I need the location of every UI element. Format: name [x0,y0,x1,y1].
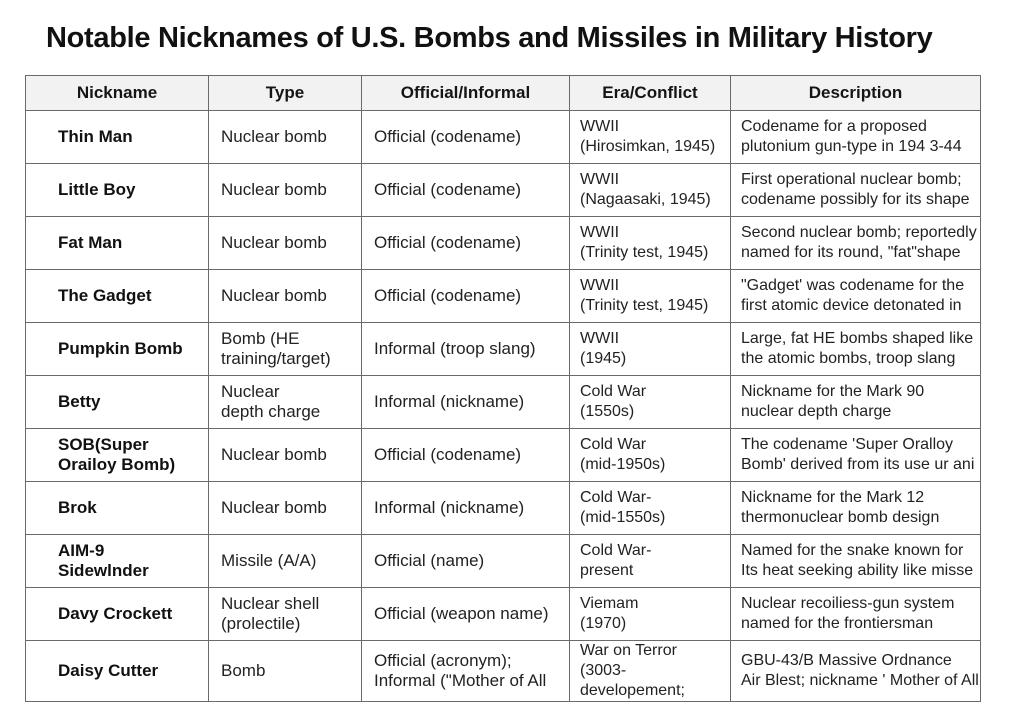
cell-era-conflict-text: Viemam (1970) [580,595,639,632]
cell-official-informal [362,164,570,217]
nicknames-table [25,75,981,702]
table-row [26,535,981,588]
cell-description [731,376,981,429]
cell-nickname [26,376,209,429]
cell-nickname-text: Betty [58,392,101,411]
column-header-official-informal: Official/Informal [362,76,570,111]
cell-nickname-text: Davy Crockett [58,604,173,623]
cell-type-text: Nuclear bomb [221,498,327,517]
cell-official-informal [362,535,570,588]
cell-type-text: Nuclear bomb [221,127,327,146]
cell-description [731,164,981,217]
cell-type [209,270,362,323]
cell-description-text: Named for the snake known for Its heat seeking ability like misse [741,542,974,579]
cell-nickname [26,111,209,164]
cell-era-conflict-text: WWII (Trinity test, 1945) [580,224,709,261]
cell-nickname-text: Daisy Cutter [58,661,159,680]
cell-type [209,482,362,535]
cell-era-conflict [570,217,731,270]
cell-official-informal [362,217,570,270]
cell-official-informal [362,588,570,641]
cell-nickname [26,270,209,323]
cell-era-conflict [570,641,731,702]
cell-era-conflict [570,376,731,429]
table-row [26,482,981,535]
cell-era-conflict-text: WWII (Nagaasaki, 1945) [580,171,711,208]
cell-official-informal-text: Official (name) [374,551,485,570]
column-header-description: Description [731,76,981,111]
cell-official-informal-text: Official (acronym); Informal ("Mother of All [374,651,547,690]
table-row [26,323,981,376]
table-row [26,588,981,641]
cell-type-text: Nuclear depth charge [221,382,321,421]
cell-type-text: Nuclear bomb [221,445,327,464]
cell-description-text: The codename 'Super Oralloy Bomb' derived from its use ur ani [741,436,975,473]
table-row [26,164,981,217]
cell-type [209,429,362,482]
cell-official-informal [362,482,570,535]
cell-official-informal-text: Official (weapon name) [374,604,549,623]
cell-era-conflict [570,482,731,535]
cell-nickname [26,641,209,702]
cell-nickname [26,164,209,217]
cell-nickname-text: Thin Man [58,127,133,146]
cell-type [209,535,362,588]
cell-description [731,641,981,702]
cell-official-informal-text: Official (codename) [374,286,522,305]
cell-era-conflict [570,111,731,164]
cell-nickname-text: Pumpkin Bomb [58,339,183,358]
cell-type [209,641,362,702]
cell-description [731,270,981,323]
cell-nickname [26,588,209,641]
cell-description [731,482,981,535]
cell-era-conflict-text: War on Terror (3003-developement; [580,642,685,699]
cell-type-text: Bomb (HE training/target) [221,329,331,368]
cell-type-text: Nuclear bomb [221,180,327,199]
cell-official-informal-text: Official (codename) [374,445,522,464]
cell-type [209,323,362,376]
cell-era-conflict-text: WWII (Hirosimkan, 1945) [580,118,716,155]
cell-nickname [26,429,209,482]
cell-nickname [26,535,209,588]
cell-official-informal [362,429,570,482]
cell-era-conflict-text: Cold War (1550s) [580,383,647,420]
cell-description-text: Codename for a proposed plutonium gun-type in 194 3-44 [741,118,962,155]
cell-type-text: Nuclear shell (prolectile) [221,594,320,633]
column-header-era-conflict: Era/Conflict [570,76,731,111]
cell-era-conflict-text: WWII (Trinity test, 1945) [580,277,709,314]
table-header-row [26,76,981,111]
table-row [26,429,981,482]
cell-era-conflict-text: WWII (1945) [580,330,627,367]
cell-nickname-text: Fat Man [58,233,123,252]
cell-official-informal-text: Informal (troop slang) [374,339,536,358]
cell-nickname [26,217,209,270]
cell-description-text: Nickname for the Mark 90 nuclear depth charge [741,383,925,420]
cell-description [731,111,981,164]
table-row [26,641,981,702]
table-row [26,270,981,323]
cell-era-conflict [570,323,731,376]
cell-type-text: Nuclear bomb [221,233,327,252]
cell-era-conflict [570,164,731,217]
cell-nickname-text: The Gadget [58,286,152,305]
cell-description-text: Large, fat HE bombs shaped like the atomic bombs, troop slang [741,330,974,367]
cell-era-conflict-text: Cold War- present [580,542,652,579]
page-title: Notable Nicknames of U.S. Bombs and Missiles in Military History [46,22,933,54]
cell-description [731,429,981,482]
cell-type [209,164,362,217]
cell-description-text: Nuclear recoiliess-gun system named for the frontiersman [741,595,955,632]
cell-nickname [26,323,209,376]
cell-description-text: Nickname for the Mark 12 thermonuclear bomb design [741,489,940,526]
cell-nickname-text: AIM-9 Sidewlnder [58,541,149,580]
cell-official-informal-text: Official (codename) [374,233,522,252]
table-row [26,111,981,164]
cell-official-informal [362,641,570,702]
cell-type-text: Nuclear bomb [221,286,327,305]
cell-nickname [26,482,209,535]
cell-description [731,588,981,641]
cell-era-conflict [570,270,731,323]
cell-description [731,217,981,270]
column-header-nickname: Nickname [26,76,209,111]
cell-era-conflict [570,429,731,482]
cell-era-conflict [570,535,731,588]
cell-official-informal-text: Informal (nickname) [374,392,525,411]
cell-description-text: GBU-43/B Massive Ordnance Air Blest; nickname ' Mother of All [741,652,979,689]
cell-type [209,588,362,641]
cell-official-informal-text: Official (codename) [374,180,522,199]
cell-nickname-text: Little Boy [58,180,136,199]
cell-era-conflict-text: Cold War- (mid-1550s) [580,489,666,526]
cell-official-informal [362,323,570,376]
cell-era-conflict [570,588,731,641]
cell-type-text: Bomb [221,661,266,680]
table-row [26,376,981,429]
cell-official-informal-text: Official (codename) [374,127,522,146]
cell-nickname-text: SOB(Super Orailoy Bomb) [58,435,176,474]
cell-type [209,217,362,270]
cell-type [209,111,362,164]
cell-era-conflict-text: Cold War (mid-1950s) [580,436,666,473]
cell-description [731,323,981,376]
cell-type-text: Missile (A/A) [221,551,317,570]
cell-official-informal-text: Informal (nickname) [374,498,525,517]
cell-official-informal [362,376,570,429]
column-header-type: Type [209,76,362,111]
cell-description-text: First operational nuclear bomb; codename possibly for its shape [741,171,970,208]
cell-description-text: Second nuclear bomb; reportedly named for its round, "fat"shape [741,224,977,261]
table-row [26,217,981,270]
table-body [26,111,981,702]
cell-official-informal [362,270,570,323]
cell-description-text: "Gadget' was codename for the first atomic device detonated in [741,277,965,314]
cell-official-informal [362,111,570,164]
cell-type [209,376,362,429]
cell-description [731,535,981,588]
cell-nickname-text: Brok [58,498,97,517]
